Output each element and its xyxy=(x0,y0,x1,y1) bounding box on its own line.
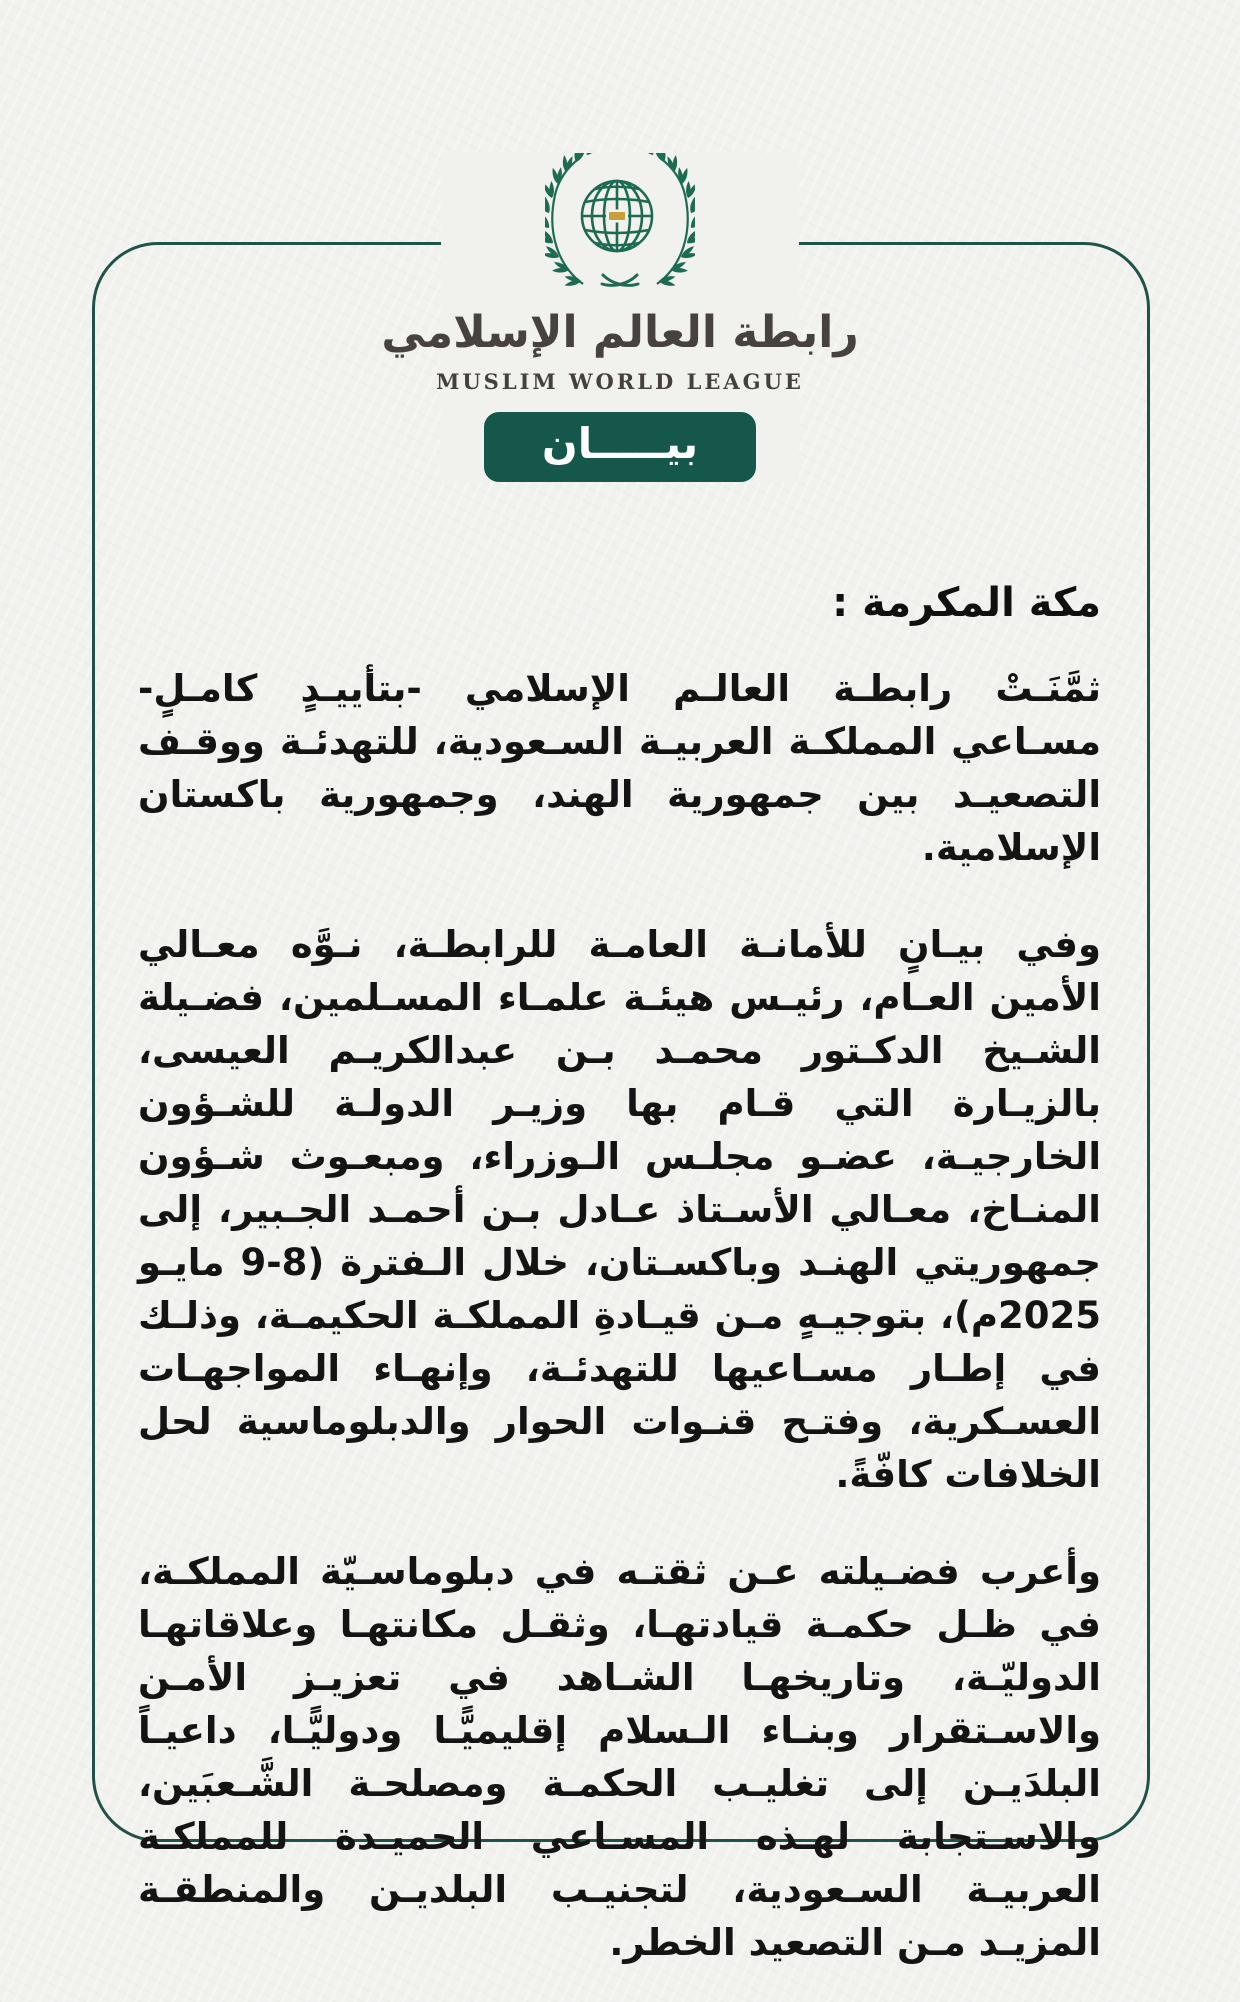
header xyxy=(381,153,859,482)
statement-banner xyxy=(484,412,756,482)
statement-banner-label: بيـــــان xyxy=(541,419,699,468)
mwl-emblem-icon xyxy=(545,153,695,293)
kaaba-band xyxy=(609,212,625,220)
mwl-arabic-calligraphy: رابطة العالم الإسلامي xyxy=(381,307,859,358)
statement-paragraph: وفي بيـانٍ للأمانـة العامـة للرابطـة، نـوَّه معـالي الأمين العـام، رئيـس هيئـة علمـاء المسـلمين، فضـيلة الشـيخ الدكـتور محمـد بـن عبدالكريـم العيسى، بالزيـارة التي قـام بها وزيـر الدولـة للشـؤون الخارجيـة، عضـو مجلـس الـوزراء، ومبعـوث شـؤون المنـاخ، معـالي الأسـتاذ عـادل بـن أحمـد الجـبير، إلى جمهوريتي الهنـد وباكسـتان، خلال الـفترة (8-9 مايـو 2025م)، بتوجيـهٍ مـن قيـادةِ المملكـة الحكيمـة، وذلـك في إطـار مسـاعيها للتهدئـة، وإنهـاء المواجهـات العسـكرية، وفتـح قنـوات الحوار والدبلوماسية لحل الخلافات كافّةً. xyxy=(138,923,1101,1496)
location-heading: مكة المكرمة : xyxy=(832,580,1101,626)
statement-body xyxy=(138,576,1101,2002)
statement-paragraph: وأعرب فضـيلته عـن ثقتـه في دبلوماسـيّة المملكـة، في ظـل حكمـة قيادتهـا، وثقـل مكانتهـا وعلاقاتهـا الدوليّـة، وتاريخهـا الشـاهد في تعزيـز الأمـن والاسـتقرار وبنـاء الـسلام إقليميًّـا ودوليًّـا، داعيـاً البلدَيـن إلى تغليـب الحكمـة ومصلحـة الشَّـعبَين، والاسـتجابة لهـذه المسـاعي الحميـدة للمملكـة العربيـة السـعودية، لتجنيـب البلديـن والمنطقـة المزيـد مـن التصعيد الخطر. xyxy=(138,1550,1101,1964)
mwl-english-name: MUSLIM WORLD LEAGUE xyxy=(436,369,804,394)
statement-paragraph: ثمَّنَـتْ رابطـة العالـم الإسلامي -بتأييـدٍ كامـلٍ- مسـاعي المملكـة العربيـة السـعودية، للتهدئـة ووقـف التصعيـد بين جمهورية الهند، وجمهورية باكستان الإسلامية. xyxy=(138,667,1101,869)
